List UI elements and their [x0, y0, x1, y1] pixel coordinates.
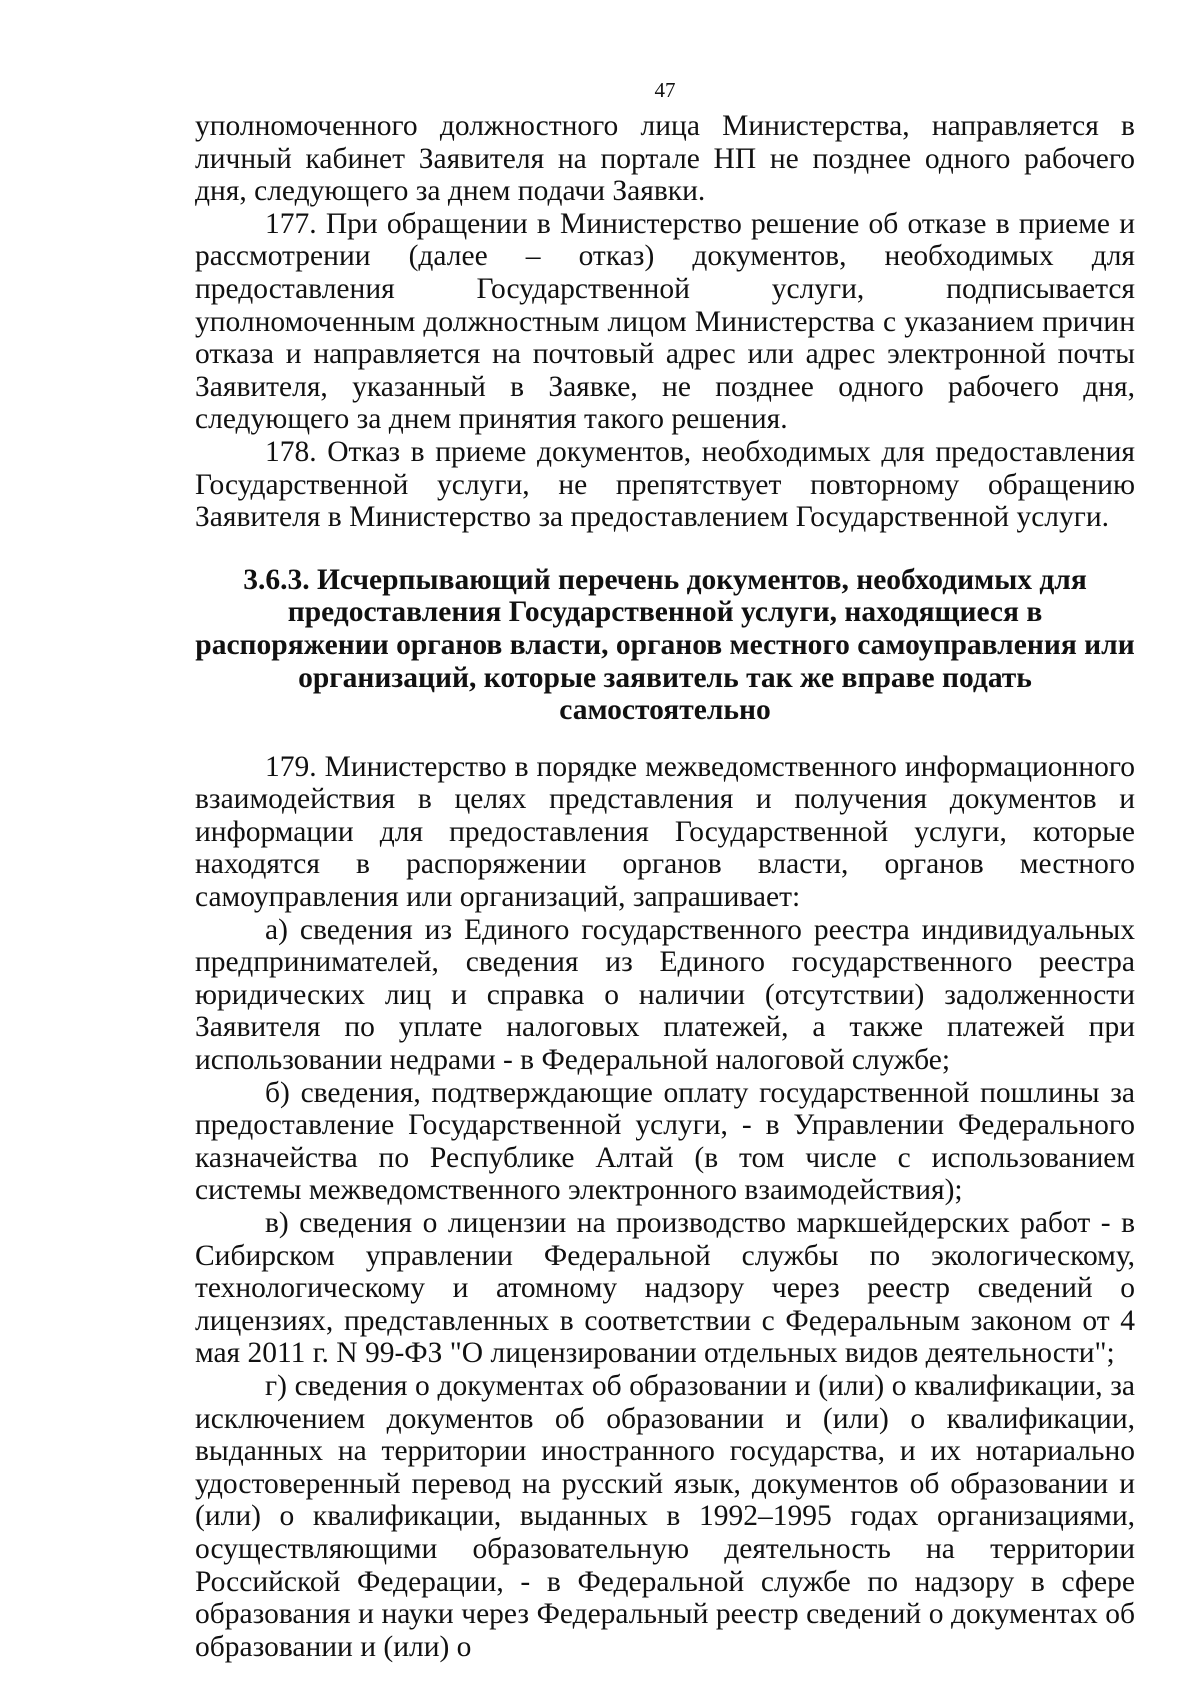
list-item-v: в) сведения о лицензии на производство маркшейдерских работ - в Сибирском управлении Федеральной службы по экологическому, технологическому и атомному надзору через реестр сведений о лицензиях, представленных в соответствии с Федеральным законом от 4 мая 2011 г. N 99-ФЗ "О лицензировании отдельных видов деятельности";: [195, 1207, 1135, 1370]
paragraph-178: 178. Отказ в приеме документов, необходимых для предоставления Государственной услуги, не препятствует повторному обращению Заявителя в Министерство за предоставлением Государственной услуги.: [195, 435, 1135, 534]
section-heading-3-6-3: 3.6.3. Исчерпывающий перечень документов, необходимых для предоставления Государственной услуги, находящиеся в распоряжении органов власти, органов местного самоуправления или организаций, которые заявитель так же вправе подать самостоятельно: [195, 563, 1135, 727]
page-number: 47: [654, 78, 676, 102]
list-item-a: а) сведения из Единого государственного реестра индивидуальных предпринимателей, сведения из Единого государственного реестра юридических лиц и справка о наличии (отсутствии) задолженности Заявителя по уплате налоговых платежей, а также платежей при использовании недрами - в Федеральной налоговой службе;: [195, 913, 1135, 1077]
document-page: [195, 78, 1135, 1663]
paragraph-179: 179. Министерство в порядке межведомственного информационного взаимодействия в целях представления и получения документов и информации для предоставления Государственной услуги, которые находятся в распоряжении органов власти, органов местного самоуправления или организаций, запрашивает:: [195, 750, 1135, 914]
list-item-g: г) сведения о документах об образовании и (или) о квалификации, за исключением документов об образовании и (или) о квалификации, выданных на территории иностранного государства, и их нотариально удостоверенный перевод на русский язык, документов об образовании и (или) о квалификации, выданных в 1992–1995 годах организациями, осуществляющими образовательную деятельность на территории Российской Федерации, - в Федеральной службе по надзору в сфере образования и науки через Федеральный реестр сведений о документах об образовании и (или) о: [195, 1369, 1135, 1663]
paragraph-continuation: уполномоченного должностного лица Министерства, направляется в личный кабинет Заявителя на портале НП не позднее одного рабочего дня, следующего за днем подачи Заявки.: [195, 110, 1135, 208]
paragraph-177: 177. При обращении в Министерство решение об отказе в приеме и рассмотрении (далее – отказ) документов, необходимых для предоставления Государственной услуги, подписывается уполномоченным должностным лицом Министерства с указанием причин отказа и направляется на почтовый адрес или адрес электронной почты Заявителя, указанный в Заявке, не позднее одного рабочего дня, следующего за днем принятия такого решения.: [195, 207, 1135, 436]
list-item-b: б) сведения, подтверждающие оплату государственной пошлины за предоставление Государственной услуги, - в Управлении Федерального казначейства по Республике Алтай (в том числе с использованием системы межведомственного электронного взаимодействия);: [195, 1076, 1135, 1207]
